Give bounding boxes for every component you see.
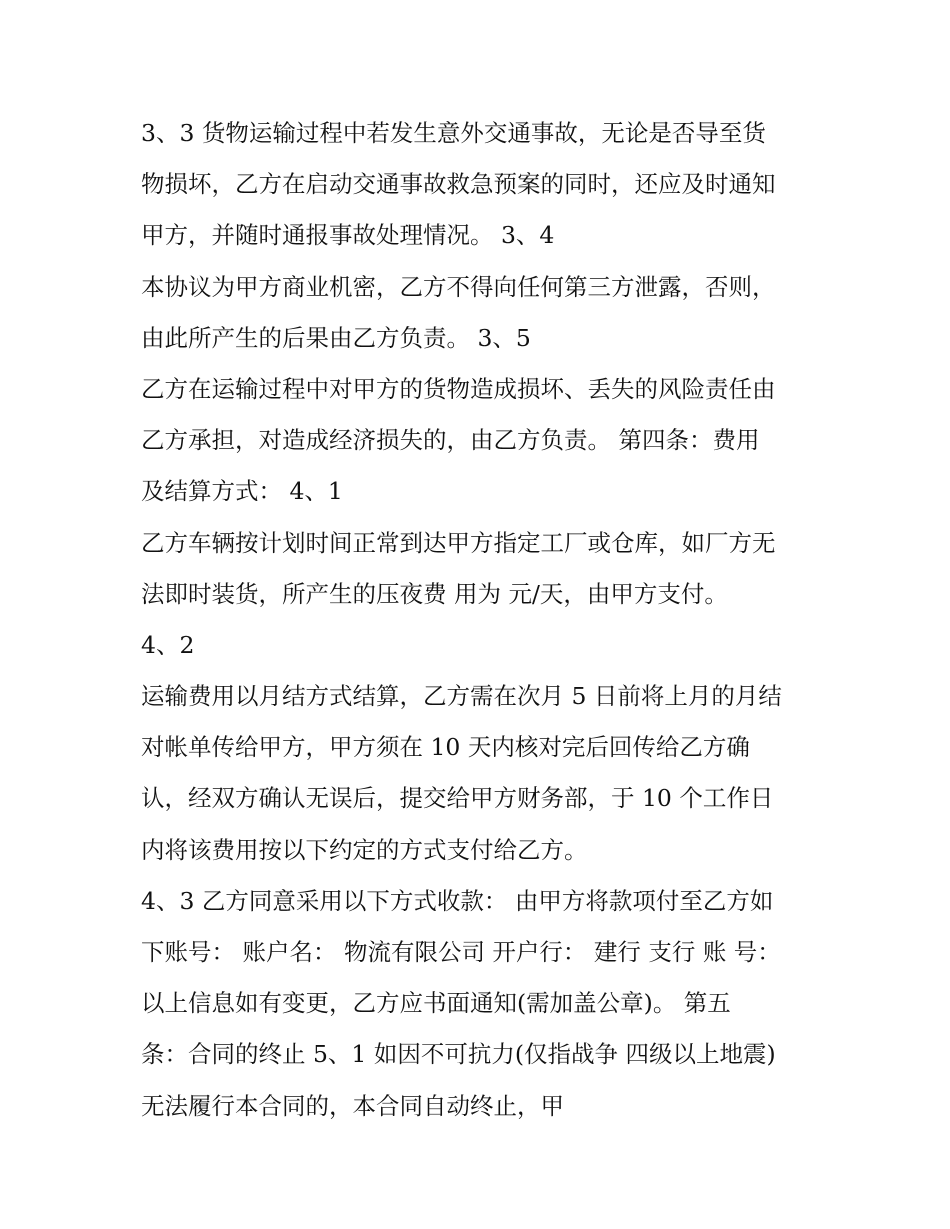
text-line: 及结算方式： 4、1 [141,477,343,506]
text-line: 内将该费用按以下约定的方式支付给乙方。 [141,835,588,864]
text-line: 法即时装货，所产生的压夜费 用为 元/天，由甲方支付。 [141,579,728,608]
text-line: 甲方，并随时通报事故处理情况。 3、4 [141,221,555,250]
text-line: 乙方车辆按计划时间正常到达甲方指定工厂或仓库，如厂方无 [141,528,776,557]
text-line: 认，经双方确认无误后，提交给甲方财务部，于 10 个工作日 [141,784,774,813]
text-line: 下账号： 账户名： 物流有限公司 开户行： 建行 支行 账 号： [141,938,781,966]
text-line: 物损坏，乙方在启动交通事故救急预案的同时，还应及时通知 [141,170,776,199]
text-line: 运输费用以月结方式结算，乙方需在次月 5 日前将上月的月结 [141,682,782,711]
text-line: 4、3 乙方同意采用以下方式收款： 由甲方将款项付至乙方如 [141,886,774,915]
text-line: 无法履行本合同的，本合同自动终止，甲 [141,1091,564,1120]
contract-text-body [141,108,821,1132]
text-line: 对帐单传给甲方，甲方须在 10 天内核对完后回传给乙方确 [141,733,750,762]
text-line: 本协议为甲方商业机密，乙方不得向任何第三方泄露，否则， [141,272,776,301]
text-line: 乙方承担，对造成经济损失的，由乙方负责。 第四条：费用 [141,426,760,455]
text-line: 条：合同的终止 5、1 如因不可抗力(仅指战争 四级以上地震) [141,1040,776,1069]
text-line: 乙方在运输过程中对甲方的货物造成损坏、丢失的风险责任由 [141,374,776,403]
text-line: 以上信息如有变更，乙方应书面通知(需加盖公章)。 第五 [141,989,731,1018]
text-line: 3、3 货物运输过程中若发生意外交通事故，无论是否导至货 [141,119,766,147]
text-line: 由此所产生的后果由乙方负责。 3、5 [141,323,531,352]
text-line: 4、2 [141,630,195,659]
